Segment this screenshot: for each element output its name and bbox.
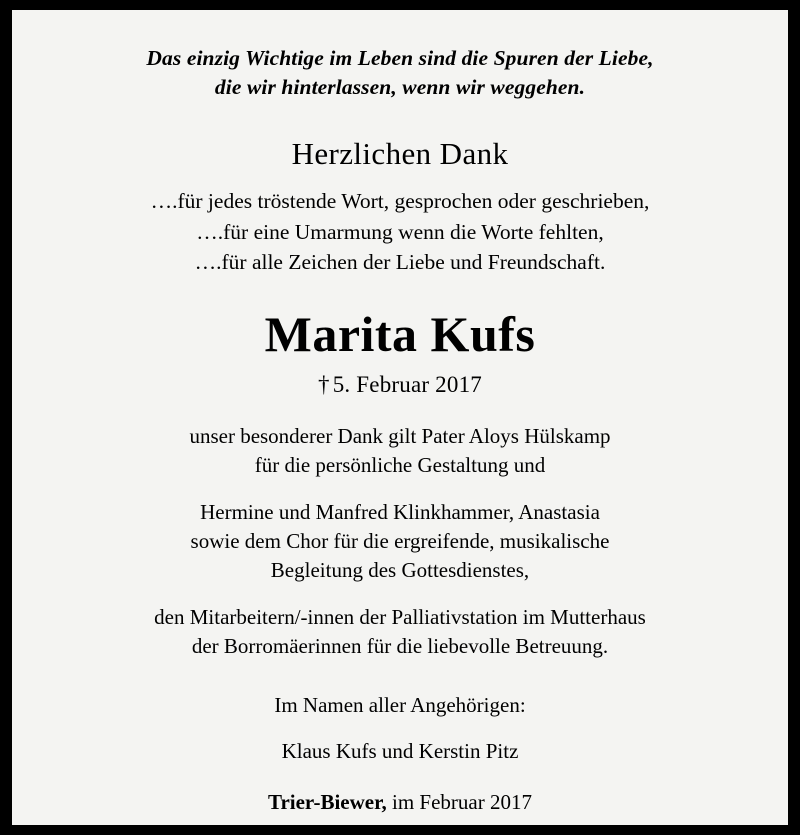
thanks-reason-item: ….für eine Umarmung wenn die Worte fehlten, bbox=[196, 219, 604, 244]
death-date: 5. Februar 2017 bbox=[332, 372, 482, 398]
thanks-paragraph-1-line-1: unser besonderer Dank gilt Pater Aloys Hülskamp bbox=[189, 424, 611, 449]
thanks-paragraph-3-line-1: den Mitarbeitern/-innen der Palliativstation im Mutterhaus bbox=[154, 605, 646, 630]
death-date-line bbox=[318, 372, 482, 398]
thanks-paragraph-1-line-2: für die persönliche Gestaltung und bbox=[254, 453, 546, 478]
thanks-paragraph-1 bbox=[189, 422, 610, 480]
place-name: Trier-Biewer, bbox=[268, 789, 387, 814]
motto-line-2: die wir hinterlassen, wenn wir weggehen. bbox=[214, 74, 586, 99]
thanks-paragraph-2-line-3: Begleitung des Gottesdienstes, bbox=[270, 558, 530, 583]
thanks-paragraph-2-line-2: sowie dem Chor für die ergreifende, musikalische bbox=[190, 529, 610, 554]
survivors-names: Klaus Kufs und Kerstin Pitz bbox=[281, 738, 519, 763]
place-and-date bbox=[268, 790, 532, 815]
obituary-card bbox=[12, 10, 788, 825]
thanks-paragraph-3 bbox=[154, 603, 646, 661]
motto-line-1: Das einzig Wichtige im Leben sind die Spuren der Liebe, bbox=[146, 46, 654, 70]
thanks-reasons bbox=[151, 186, 650, 278]
cross-icon: † bbox=[318, 372, 330, 398]
deceased-name: Marita Kufs bbox=[264, 305, 536, 362]
thanks-paragraph-3-line-2: der Borromäerinnen für die liebevolle Betreuung. bbox=[191, 634, 609, 659]
motto bbox=[146, 44, 653, 101]
thanks-reason-item: ….für alle Zeichen der Liebe und Freundschaft. bbox=[194, 250, 606, 275]
thanks-heading: Herzlichen Dank bbox=[291, 136, 509, 172]
thanks-paragraph-2 bbox=[191, 498, 610, 585]
thanks-reason-item: ….für jedes tröstende Wort, gesprochen oder geschrieben, bbox=[150, 189, 650, 214]
closing-line: Im Namen aller Angehörigen: bbox=[274, 693, 526, 718]
thanks-paragraph-2-line-1: Hermine und Manfred Klinkhammer, Anastasia bbox=[200, 500, 600, 525]
place-date: im Februar 2017 bbox=[386, 789, 532, 814]
